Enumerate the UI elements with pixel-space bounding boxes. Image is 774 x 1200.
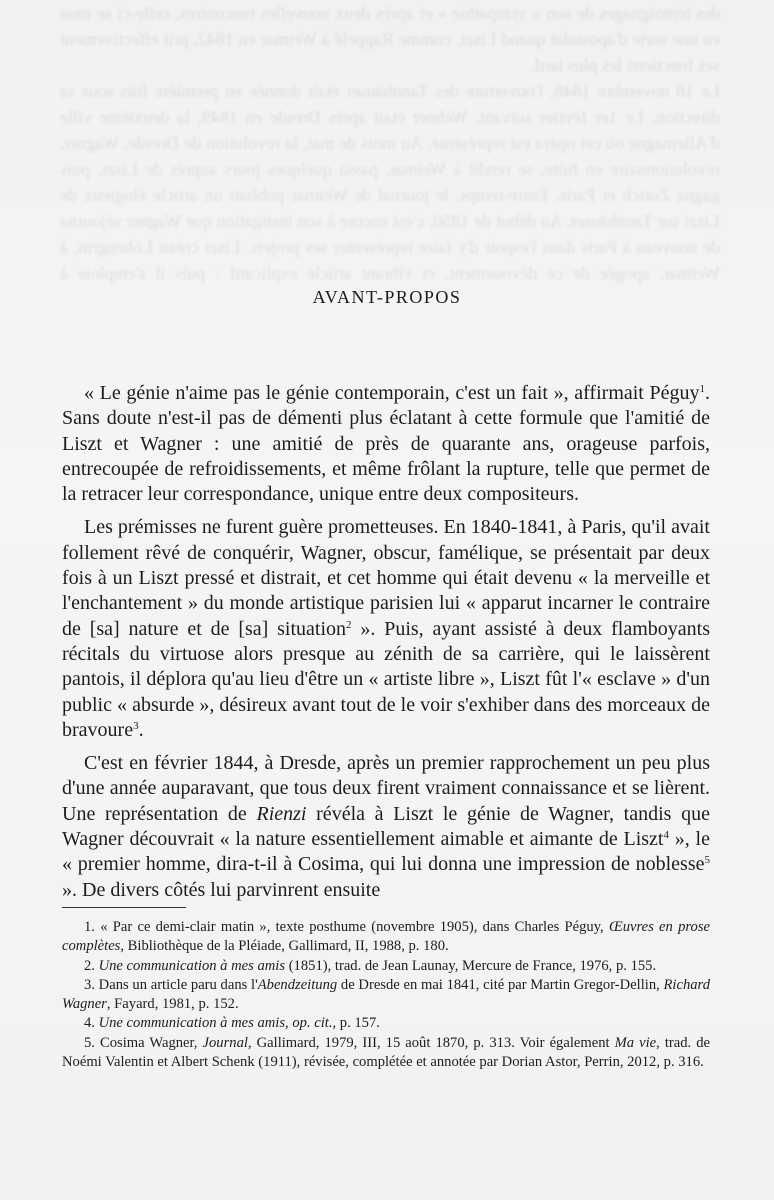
italic-text: Œuvres en prose complètes [62, 919, 710, 955]
italic-text: Une communication à mes amis [98, 957, 286, 974]
italic-text: Ma vie [614, 1034, 657, 1051]
footnote-ref: 1 [699, 383, 705, 395]
body-text [62, 381, 710, 911]
text-run: 4. [84, 1015, 99, 1032]
footnote-ref: 3 [133, 719, 139, 732]
text-run: . [138, 718, 144, 741]
footnotes [62, 918, 710, 1072]
text-run: révéla à Liszt le génie de Wagner, tandis que Wagner découvrait « la nature essentiellement aimable et aimante de Liszt [62, 802, 710, 851]
body-paragraph [62, 751, 710, 903]
text-run: . Sans doute n'est-il pas de démenti plus éclatant à cette formule que l'amitié de Liszt et Wagner : une amitié de près de quarante ans, orageuse parfois, entrecoupée de refroidissements, et même frôlant la rupture, telle que permet de la retracer leur correspondance, unique entre deux compositeurs. [62, 382, 710, 506]
text-run: , p. 157. [332, 1015, 380, 1032]
italic-text: Rienzi [256, 802, 307, 825]
text-run: , Gallimard, 1979, III, 15 août 1870, p. 313. Voir également [247, 1034, 615, 1051]
text-run: », le « premier homme, dira-t-il à Cosima, qui lui donna une impression de noblesse [62, 828, 710, 876]
text-run: ». Puis, ayant assisté à deux flamboyants récitals du virtuose alors presque au zénith de sa carrière, qui le laissèrent pantois, il déplora qu'au lieu d'être un « artiste libre », Liszt fût l'« esclave » d'un public « absurde », désireux avant tout de le voir s'exhiber dans des morceaux de bravoure [62, 617, 710, 741]
text-run: C'est en février 1844, à Dresde, après un premier rapprochement un peu plus d'une année auparavant, que tous deux firent vraiment connaissance et se lièrent. Une représentation de [62, 752, 710, 825]
bleed-paragraph: Le 18 novembre 1848, l'ouverture des Tannhäuser était donnée en première fois sous sa direction. Le 1er février suivant, Wehner était après Dresde en 1849, la deuxième ville d'Allemagne où cet opéra est représenté. Au mois de mai, la révolution de Dresde, Wagner, révolutionnaire en fuite, se rendit à Weimar, passa quelques jours auprès de Liszt, puis gagna Zurich et Paris. Entre-temps, le journal de Weimar publiait un article élogieux de Liszt sur Tannhäuser. Au début de 1850, c'est encore à son instigation que Wagner séjourna de nouveau à Paris dans l'espoir d'y faire représenter ses projets. Liszt créait Lohengrin, à Weimar, apogée de ce dévouement, et vibrant article explicatif : puis il s'emploie à [60, 81, 720, 283]
text-run: , [285, 1015, 293, 1032]
body-paragraph [62, 515, 710, 743]
italic-text: Richard Wagner [62, 976, 710, 1013]
footnote [62, 918, 710, 957]
text-run: , Bibliothèque de la Pléiade, Gallimard, II, 1988, p. 180. [120, 938, 449, 955]
text-run: 2. [84, 957, 99, 974]
footnote [62, 957, 710, 976]
text-run: (1851), trad. de Jean Launay, Mercure de France, 1976, p. 155. [285, 957, 657, 974]
footnote [62, 1014, 710, 1033]
italic-text: Journal [202, 1034, 248, 1051]
text-run: , trad. de Noémi Valentin et Albert Schenk (1911), révisée, complétée et annotée par Dorian Astor, Perrin, 2012, p. 316. [62, 1034, 710, 1071]
bleed-paragraph: des témoignages de son « sympathie » et après deux nouvelles rencontres, celle-ci se mua en une sorte d'apostolat quand Liszt, comme Rappelé à Weimar en 1842, prit effectivement ses fonctions les plus tard. [60, 3, 720, 75]
text-run: de Dresde en mai 1841, cité par Martin Gregor-Dellin, [337, 976, 664, 993]
footnote [62, 1034, 710, 1073]
italic-text: Une communication à mes amis [98, 1015, 286, 1032]
body-paragraph [62, 381, 710, 507]
page-title: AVANT-PROPOS [312, 287, 462, 307]
text-run: « Le génie n'aime pas le génie contemporain, c'est un fait », affirmait Péguy [84, 382, 700, 404]
text-run: , Fayard, 1981, p. 152. [106, 996, 239, 1013]
text-run: 3. Dans un article paru dans l' [84, 976, 258, 993]
italic-text: Abendzeitung [257, 976, 338, 993]
footnote [62, 976, 710, 1015]
footnote-ref: 4 [663, 829, 669, 842]
bleed-through-text [60, 0, 720, 290]
italic-text: op. cit. [292, 1015, 333, 1032]
text-run: Les prémisses ne furent guère prometteuses. En 1840-1841, à Paris, qu'il avait follement rêvé de conquérir, Wagner, obscur, famélique, se présentait par deux fois à un Liszt pressé et distrait, et cet homme qui était devenu « la merveille et l'enchantement » du monde artistique parisien lui « apparut incarner le contraire de [sa] nature et de [sa] situation [62, 516, 710, 640]
text-run: 5. Cosima Wagner, [84, 1034, 203, 1051]
text-run: ». De divers côtés lui parvinrent ensuite [62, 878, 381, 901]
footnote-rule [62, 907, 186, 908]
footnote-ref: 5 [704, 854, 710, 867]
footnote-ref: 2 [346, 618, 352, 631]
text-run: 1. « Par ce demi-clair matin », texte posthume (novembre 1905), dans Charles Péguy, [84, 919, 609, 935]
